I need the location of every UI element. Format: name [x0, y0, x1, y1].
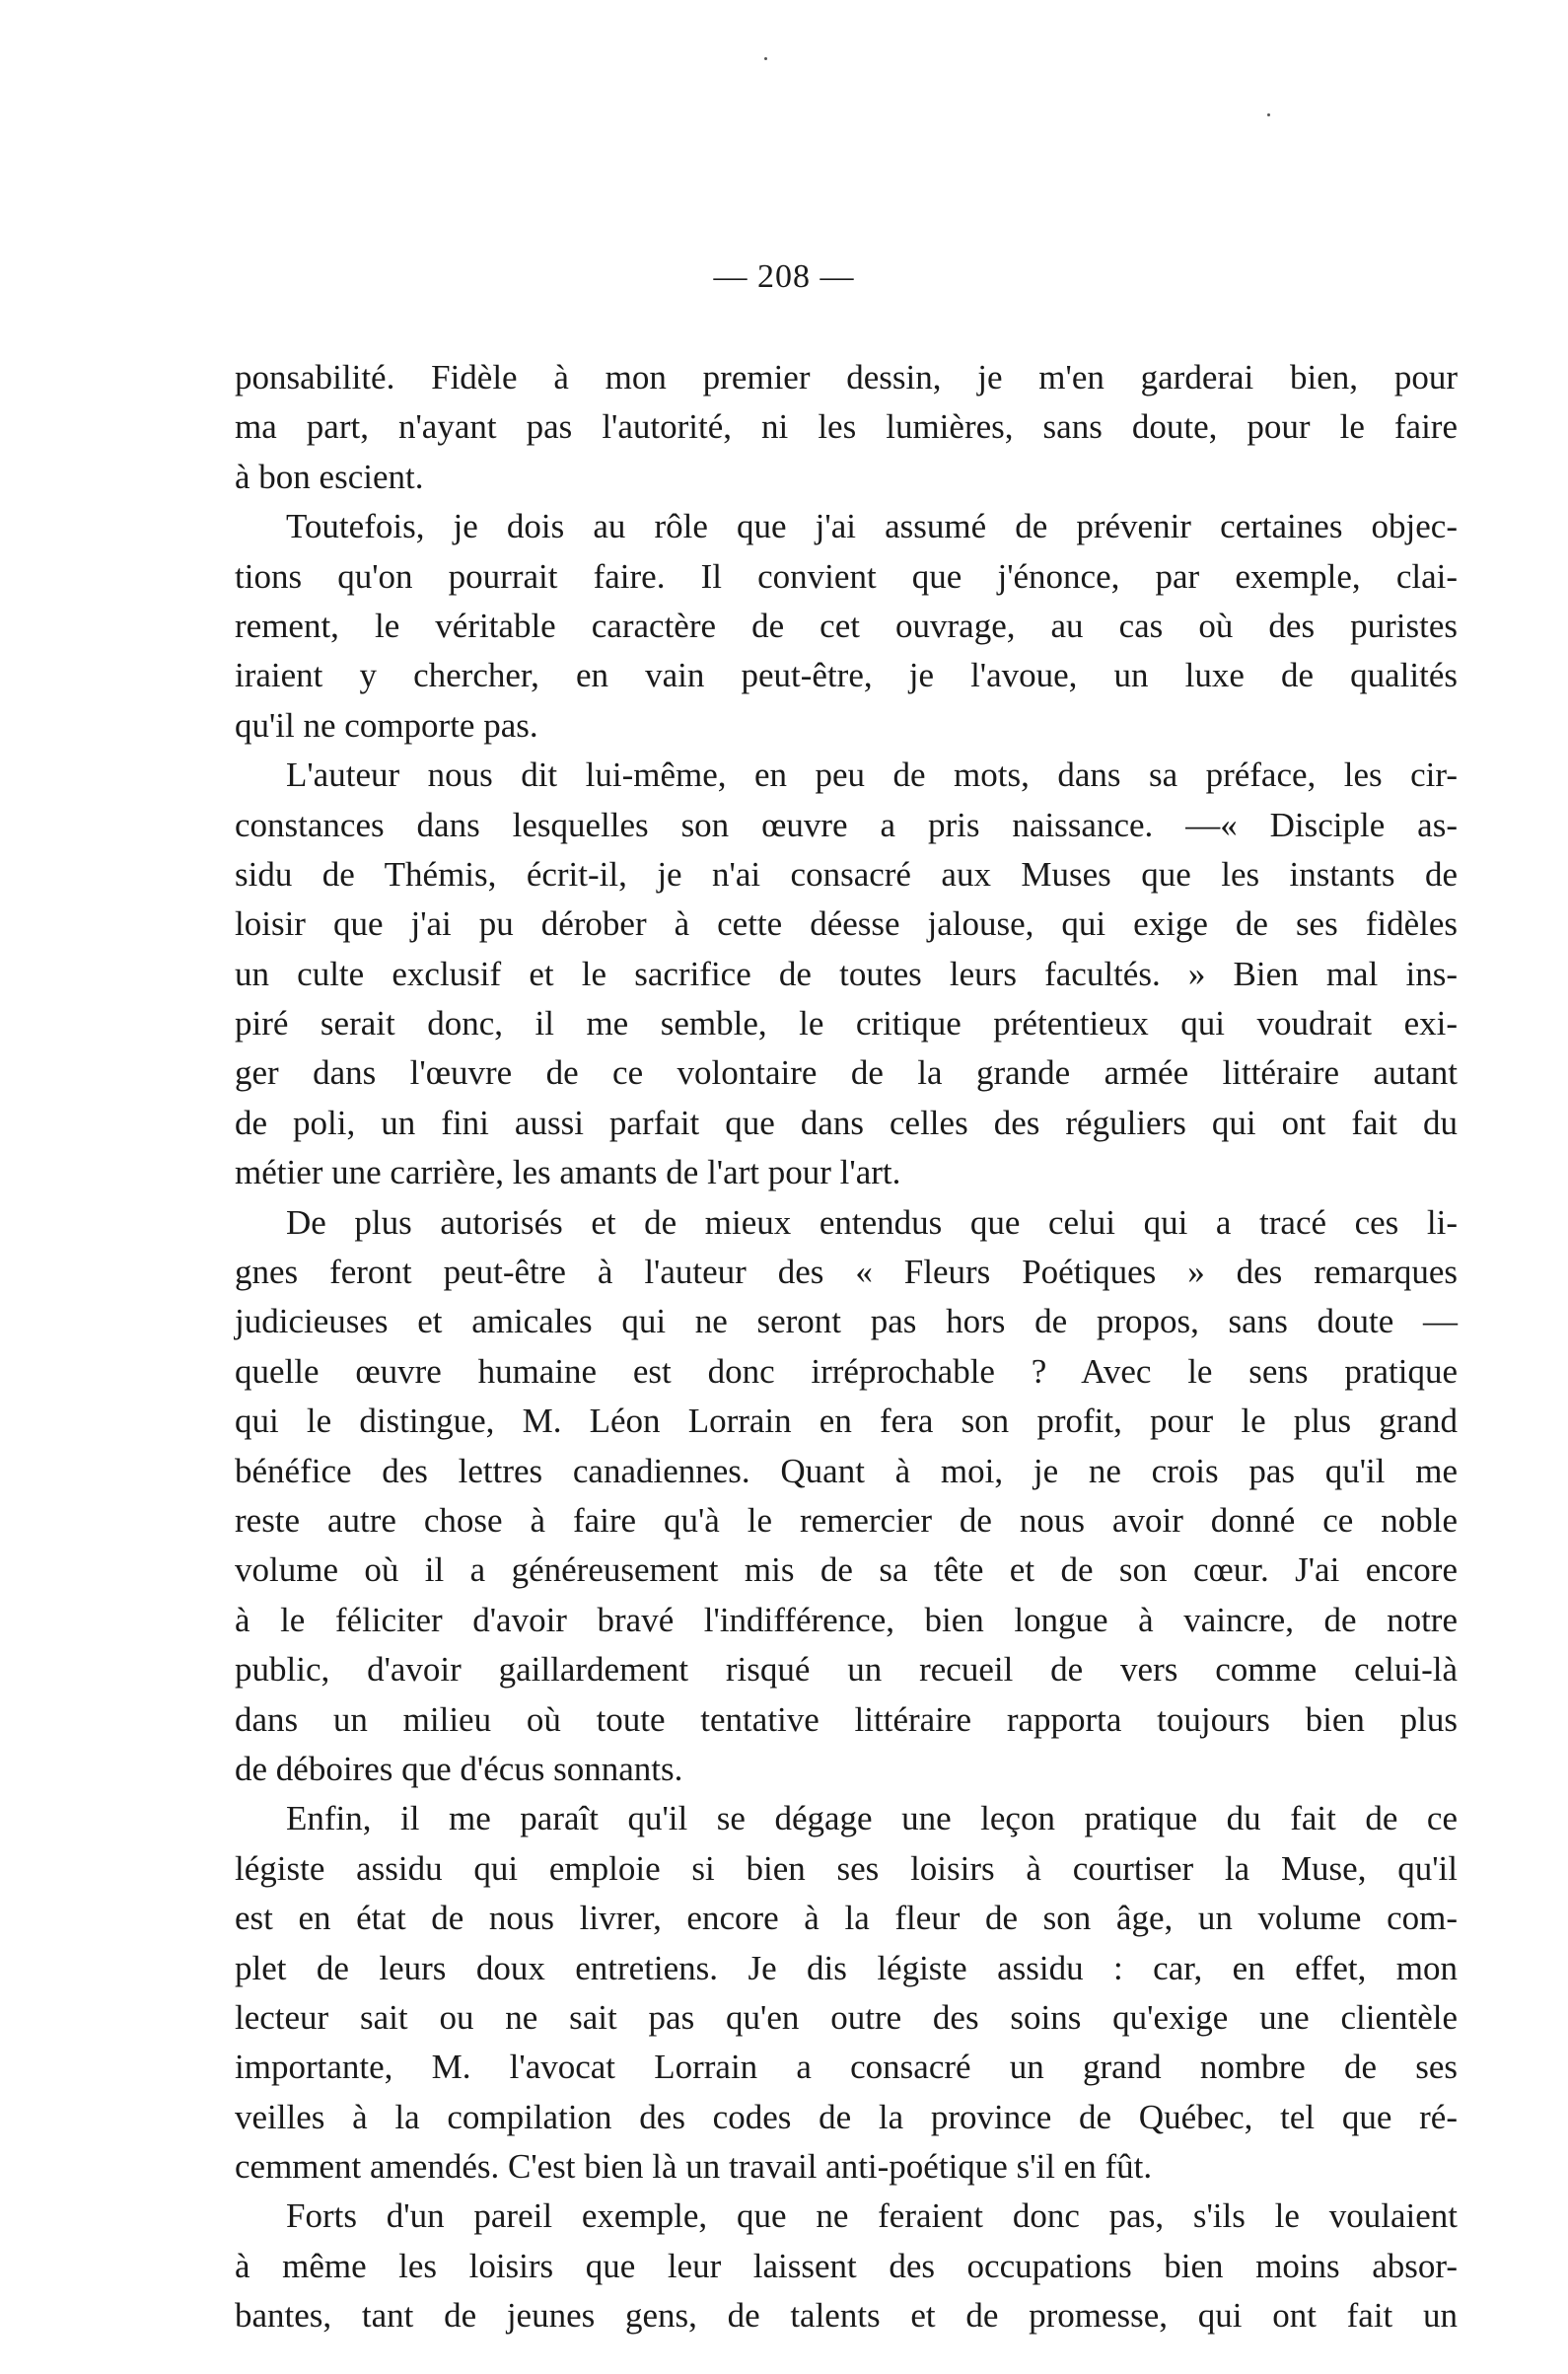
text-line: un culte exclusif et le sacrifice de toutes leurs facultés. » Bien mal ins- [235, 954, 1458, 993]
text-line: constances dans lesquelles son œuvre a pris naissance. —« Disciple as- [235, 805, 1458, 844]
text-line: cemment amendés. C'est bien là un travail anti-poétique s'il en fût. [235, 2147, 1153, 2187]
text-line: volume où il a généreusement mis de sa tête et de son cœur. J'ai encore [235, 1550, 1458, 1590]
text-line: iraient y chercher, en vain peut-être, je l'avoue, un luxe de qualités [235, 656, 1458, 695]
text-line: De plus autorisés et de mieux entendus que celui qui a tracé ces li- [286, 1202, 1458, 1242]
page-number: — 208 — [713, 258, 855, 295]
text-line: tions qu'on pourrait faire. Il convient que j'énonce, par exemple, clai- [235, 556, 1458, 596]
text-line: est en état de nous livrer, encore à la fleur de son âge, un volume com- [235, 1899, 1458, 1938]
text-line: ger dans l'œuvre de ce volontaire de la grande armée littéraire autant [235, 1053, 1458, 1093]
text-line: dans un milieu où toute tentative littéraire rapporta toujours bien plus [235, 1699, 1458, 1739]
text-line: piré serait donc, il me semble, le critique prétentieux qui voudrait exi- [235, 1004, 1458, 1043]
text-line: qu'il ne comporte pas. [235, 705, 538, 745]
text-line: ponsabilité. Fidèle à mon premier dessin, je m'en garderai bien, pour [235, 358, 1458, 396]
text-line: veilles à la compilation des codes de la province de Québec, tel que ré- [235, 2097, 1458, 2136]
text-line: plet de leurs doux entretiens. Je dis légiste assidu : car, en effet, mon [235, 1948, 1458, 1987]
text-line: Enfin, il me paraît qu'il se dégage une leçon pratique du fait de ce [286, 1799, 1458, 1838]
text-line: métier une carrière, les amants de l'art pour l'art. [235, 1153, 901, 1192]
text-line: Toutefois, je dois au rôle que j'ai assumé de prévenir certaines objec- [286, 507, 1458, 546]
scan-speck [764, 57, 767, 60]
text-line: de déboires que d'écus sonnants. [235, 1749, 683, 1788]
text-line: à même les loisirs que leur laissent des occupations bien moins absor- [235, 2246, 1458, 2285]
text-line: rement, le véritable caractère de cet ouvrage, au cas où des puristes [235, 606, 1458, 645]
text-line: reste autre chose à faire qu'à le remercier de nous avoir donné ce noble [235, 1500, 1458, 1540]
text-line: importante, M. l'avocat Lorrain a consacré un grand nombre de ses [235, 2048, 1458, 2087]
text-line: qui le distingue, M. Léon Lorrain en fera son profit, pour le plus grand [235, 1402, 1458, 1441]
text-line: de poli, un fini aussi parfait que dans celles des réguliers qui ont fait du [235, 1103, 1458, 1142]
text-line: Forts d'un pareil exemple, que ne feraient donc pas, s'ils le voulaient [286, 2196, 1458, 2236]
text-line: légiste assidu qui emploie si bien ses loisirs à courtiser la Muse, qu'il [235, 1848, 1458, 1888]
text-line: à bon escient. [235, 457, 424, 496]
text-line: gnes feront peut-être à l'auteur des « Fleurs Poétiques » des remarques [235, 1253, 1458, 1292]
text-line: L'auteur nous dit lui-même, en peu de mots, dans sa préface, les cir- [286, 755, 1458, 795]
text-line: ma part, n'ayant pas l'autorité, ni les lumières, sans doute, pour le faire [235, 407, 1458, 447]
text-line: lecteur sait ou ne sait pas qu'en outre des soins qu'exige une clientèle [235, 1997, 1458, 2037]
text-line: bantes, tant de jeunes gens, de talents et de promesse, qui ont fait un [235, 2296, 1458, 2336]
text-line: judicieuses et amicales qui ne seront pas hors de propos, sans doute — [235, 1302, 1458, 1341]
text-line: public, d'avoir gaillardement risqué un recueil de vers comme celui-là [235, 1650, 1458, 1690]
text-line: sidu de Thémis, écrit-il, je n'ai consacré aux Muses que les instants de [235, 854, 1458, 894]
body-text [235, 353, 1458, 2341]
text-line: quelle œuvre humaine est donc irréprochable ? Avec le sens pratique [235, 1351, 1458, 1391]
scan-speck [1267, 113, 1270, 116]
text-line: à le féliciter d'avoir bravé l'indifférence, bien longue à vaincre, de notre [235, 1600, 1458, 1639]
text-line: loisir que j'ai pu dérober à cette déesse jalouse, qui exige de ses fidèles [235, 904, 1458, 944]
text-line: bénéfice des lettres canadiennes. Quant à moi, je ne crois pas qu'il me [235, 1451, 1458, 1490]
